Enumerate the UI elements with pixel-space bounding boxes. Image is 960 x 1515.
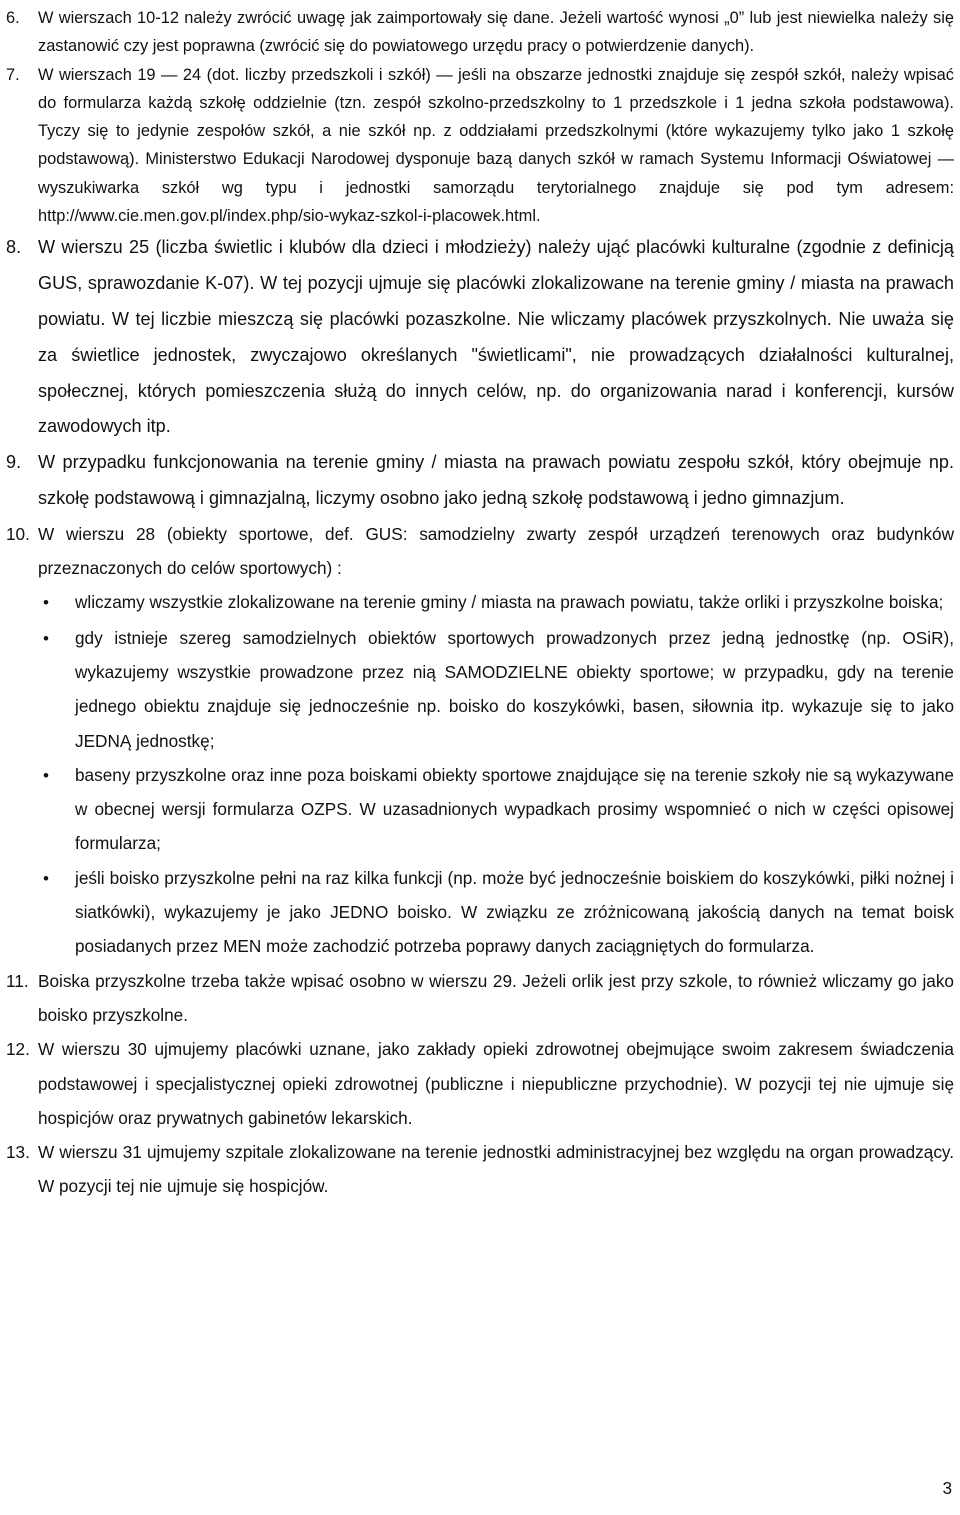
item-number: 12. [6, 1039, 30, 1060]
list-item-11 [0, 964, 960, 1033]
list-item-9 [0, 445, 960, 517]
bullet-item [0, 861, 960, 964]
item-text: W przypadku funkcjonowania na terenie gminy / miasta na prawach powiatu zespołu szkół, który obejmuje np. szkołę podstawową i gimnazjalną, liczymy osobno jako jedną szkołę podstawową i jedno gimnazjum. [38, 452, 954, 508]
list-item-7 [0, 61, 960, 231]
item-text: W wierszach 10-12 należy zwrócić uwagę jak zaimportowały się dane. Jeżeli wartość wynosi „0” lub jest niewielka należy się zastanowić czy jest poprawna (zwrócić się do powiatowego urzędu pracy o potwierdzenie danych). [38, 9, 954, 56]
item-number: 7. [6, 65, 20, 84]
bullet-list [0, 585, 960, 963]
item-number: 8. [6, 237, 22, 258]
list-item-12 [0, 1032, 960, 1135]
bullet-item [0, 758, 960, 861]
bullet-icon [0, 758, 75, 861]
bullet-text: gdy istnieje szereg samodzielnych obiektów sportowych prowadzonych przez jedną jednostkę (np. OSiR), wykazujemy wszystkie prowadzone przez nią SAMODZIELNE obiekty sportowe; w przypadku, gdy na terenie jednego obiektu znajduje się jednocześnie np. boisko do koszykówki, basen, siłownia itp. wykazuje się to jako JEDNĄ jednostkę; [75, 627, 954, 751]
item-text: W wierszu 25 (liczba świetlic i klubów dla dzieci i młodzieży) należy ująć placówki kulturalne (zgodnie z definicją GUS, sprawozdanie K-07). W tej pozycji ujmuje się placówki zlokalizowane na terenie gminy / miasta na prawach powiatu. W tej liczbie mieszczą się placówki pozaszkolne. Nie wliczamy placówek przyszkolnych. Nie uważa się za świetlice jednostek, zwyczajowo określanych "świetlicami", nie prowadzących działalności kulturalnej, społecznej, których pomieszczenia służą do innych celów, np. do organizowania narad i konferencji, kursów zawodowych itp. [38, 237, 954, 437]
bullet-text: wliczamy wszystkie zlokalizowane na terenie gminy / miasta na prawach powiatu, także orliki i przyszkolne boiska; [75, 592, 944, 613]
list-item-10 [0, 517, 960, 586]
item-text: W wierszach 19 ― 24 (dot. liczby przedszkoli i szkół) ― jeśli na obszarze jednostki znajduje się zespół szkół, należy wpisać do formularza każdą szkołę oddzielnie (tzn. zespół szkolno-przedszkolny to 1 przedszkole i 1 jedna szkoła podstawowa). Tyczy się to jedynie zespołów szkół, a nie szkół np. z oddziałami przedszkolnymi (które wykazujemy tylko jako 1 szkołę podstawową). Ministerstwo Edukacji Narodowej dysponuje bazą danych szkół w ramach Systemu Informacji Oświatowej ― wyszukiwarka szkół wg typu i jednostki samorządu terytorialnego znajduje się pod tym adresem: http://www.cie.men.gov.pl/index.php/sio-wykaz-szkol-i-placowek.html. [38, 65, 954, 226]
bullet-item [0, 621, 960, 758]
bullet-icon [0, 585, 75, 620]
bullet-icon [0, 861, 75, 964]
item-number: 11. [6, 970, 29, 991]
item-text: Boiska przyszkolne trzeba także wpisać osobno w wierszu 29. Jeżeli orlik jest przy szkole, to również wliczamy go jako boisko przyszkolne. [38, 970, 954, 1025]
bullet-text: jeśli boisko przyszkolne pełni na raz kilka funkcji (np. może być jednocześnie boiskiem do koszykówki, piłki nożnej i siatkówki), wykazujemy je jako JEDNO boisko. W związku ze zróżnicowaną jakością danych na temat boisk posiadanych przez MEN może zachodzić potrzeba poprawy danych zaciągniętych do formularza. [75, 867, 954, 957]
page-number: 3 [942, 1478, 952, 1498]
item-text: W wierszu 28 (obiekty sportowe, def. GUS: samodzielny zwarty zespół urządzeń terenowych oraz budynków przeznaczonych do celów sportowych) : [38, 523, 954, 579]
list-item-13 [0, 1135, 960, 1204]
bullet-text: baseny przyszkolne oraz inne poza boiskami obiekty sportowe znajdujące się na terenie szkoły nie są wykazywane w obecnej wersji formularza OZPS. W uzasadnionych wypadkach prosimy wspomnieć o nich w części opisowej formularza; [75, 764, 954, 854]
list-item-8 [0, 230, 960, 445]
item-number: 9. [6, 452, 22, 473]
item-number: 6. [6, 9, 20, 27]
bullet-item [0, 585, 960, 620]
item-text: W wierszu 30 ujmujemy placówki uznane, jako zakłady opieki zdrowotnej obejmujące swoim zakresem świadczenia podstawowej i specjalistycznej opieki zdrowotnej (publiczne i niepubliczne przychodnie). W pozycji tej nie ujmuje się hospicjów oraz prywatnych gabinetów lekarskich. [38, 1039, 954, 1128]
item-number: 13. [6, 1142, 30, 1163]
item-number: 10. [6, 523, 30, 544]
list-item-6 [0, 4, 960, 61]
bullet-icon [0, 621, 75, 758]
item-text: W wierszu 31 ujmujemy szpitale zlokalizowane na terenie jednostki administracyjnej bez względu na organ prowadzący. W pozycji tej nie ujmuje się hospicjów. [38, 1142, 954, 1197]
